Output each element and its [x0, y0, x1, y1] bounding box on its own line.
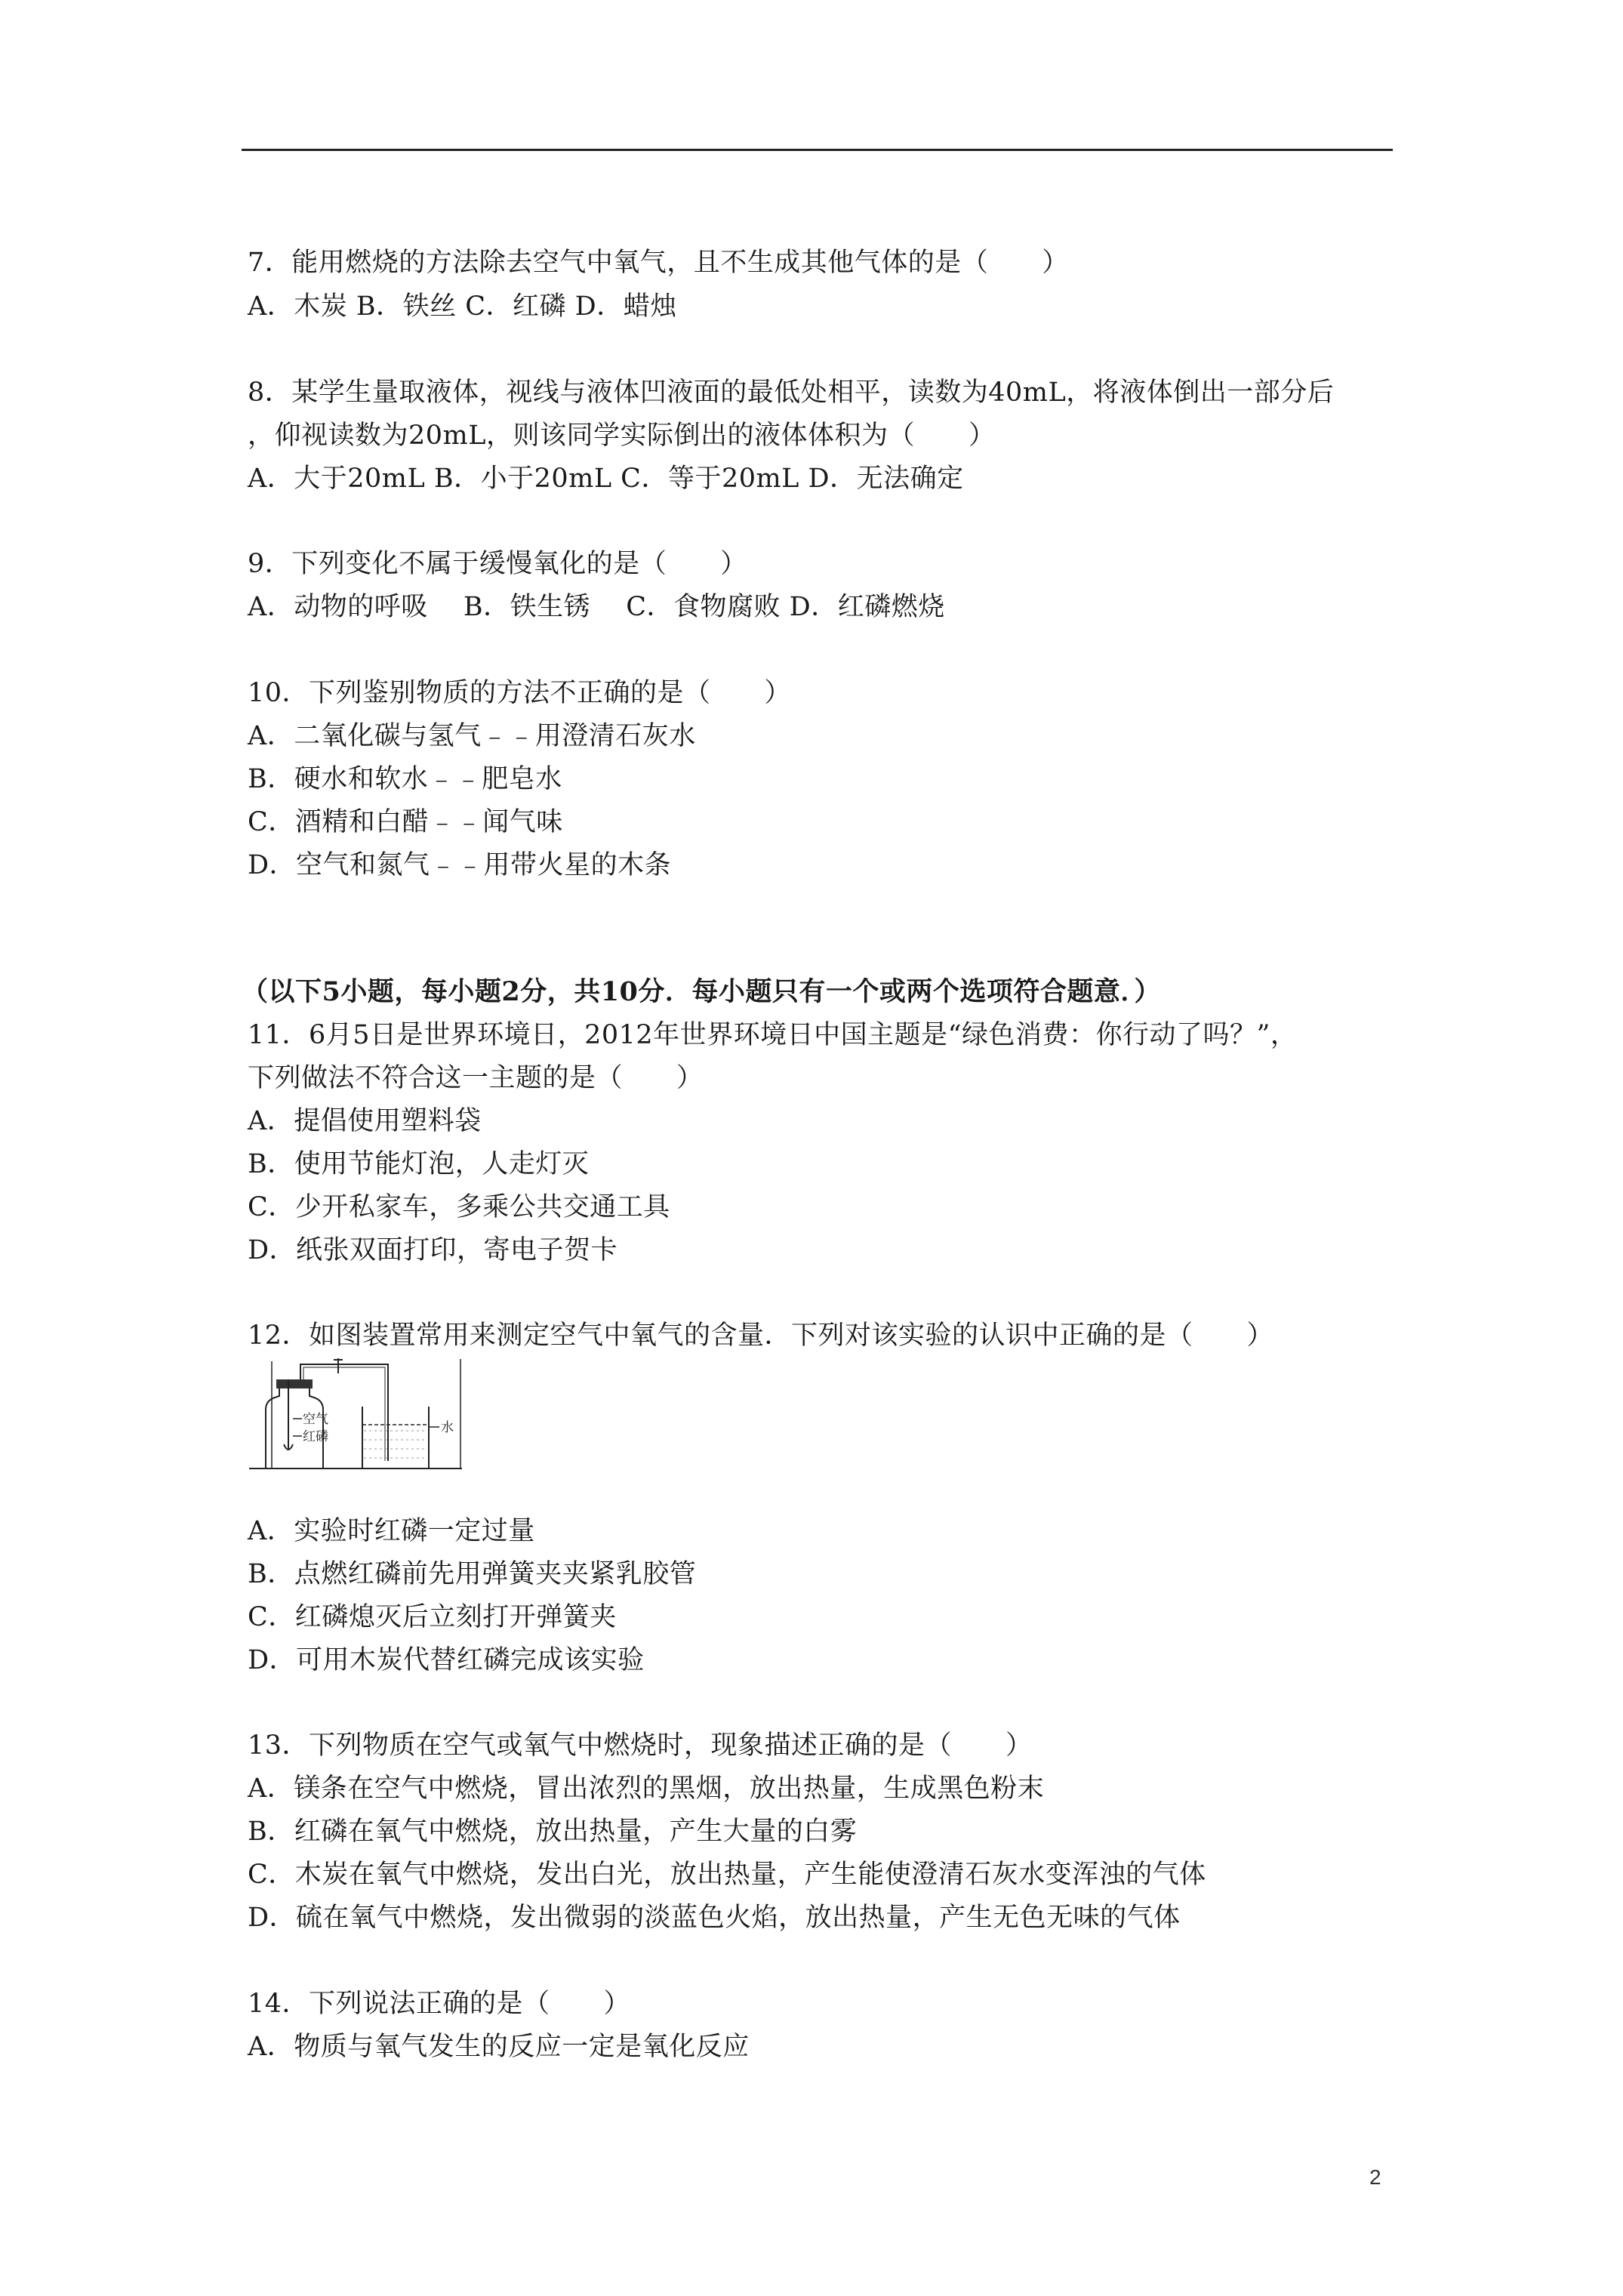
q13-option-a: A．镁条在空气中燃烧，冒出浓烈的黑烟，放出热量，生成黑色粉末 — [248, 1774, 1045, 1804]
q11-option-c: C．少开私家车，多乘公共交通工具 — [248, 1192, 670, 1222]
q10-stem: 10．下列鉴别物质的方法不正确的是（ ） — [248, 678, 792, 708]
bottle — [266, 1387, 323, 1469]
q11-stem-line2: 下列做法不符合这一主题的是（ ） — [248, 1063, 704, 1093]
q10-option-d: D．空气和氮气﹣﹣用带火星的木条 — [248, 850, 672, 880]
q13-option-b: B．红磷在氧气中燃烧，放出热量，产生大量的白雾 — [248, 1817, 858, 1847]
q7-stem: 7．能用燃烧的方法除去空气中氧气，且不生成其他气体的是（ ） — [248, 248, 1069, 278]
q11-option-d: D．纸张双面打印，寄电子贺卡 — [248, 1235, 618, 1265]
q9-stem: 9．下列变化不属于缓慢氧化的是（ ） — [248, 549, 747, 579]
q14-stem: 14．下列说法正确的是（ ） — [248, 1989, 631, 2019]
q10-option-c: C．酒精和白醋﹣﹣闻气味 — [248, 807, 563, 837]
apparatus-diagram — [249, 1355, 462, 1472]
oxygen-content-apparatus-figure — [249, 1355, 462, 1472]
q7-options: A．木炭 B．铁丝 C．红磷 D．蜡烛 — [248, 291, 677, 322]
section-note: （以下5小题，每小题2分，共10分．每小题只有一个或两个选项符合题意．） — [242, 976, 1161, 1007]
q11-option-a: A．提倡使用塑料袋 — [248, 1106, 482, 1136]
page-number: 2 — [1369, 2165, 1381, 2189]
q8-stem-line1: 8．某学生量取液体，视线与液体凹液面的最低处相平，读数为40mL，将液体倒出一部分后 — [248, 378, 1335, 408]
label-air: 空气 — [303, 1412, 328, 1427]
q14-option-a: A．物质与氧气发生的反应一定是氧化反应 — [248, 2032, 750, 2062]
q11-stem-line1: 11．6月5日是世界环境日，2012年世界环境日中国主题是“绿色消费：你行动了吗？”， — [248, 1020, 1298, 1050]
q8-options: A．大于20mL B．小于20mL C．等于20mL D．无法确定 — [248, 464, 964, 494]
q8-stem-line2: ，仰视读数为20mL，则该同学实际倒出的液体体积为（ ） — [248, 421, 996, 451]
stopper — [276, 1379, 313, 1388]
q11-option-b: B．使用节能灯泡，人走灯灭 — [248, 1149, 590, 1179]
q12-stem: 12．如图装置常用来测定空气中氧气的含量．下列对该实验的认识中正确的是（ ） — [248, 1321, 1274, 1351]
beaker — [362, 1407, 429, 1469]
q13-option-d: D．硫在氧气中燃烧，发出微弱的淡蓝色火焰，放出热量，产生无色无味的气体 — [248, 1903, 1181, 1933]
q13-stem: 13．下列物质在空气或氧气中燃烧时，现象描述正确的是（ ） — [248, 1730, 1033, 1761]
label-red-phosphorus: 红磷 — [303, 1429, 328, 1444]
label-water: 水 — [441, 1420, 454, 1435]
q12-option-b: B．点燃红磷前先用弹簧夹夹紧乳胶管 — [248, 1559, 697, 1589]
header-rule — [242, 149, 1393, 151]
q13-option-c: C．木炭在氧气中燃烧，发出白光，放出热量，产生能使澄清石灰水变浑浊的气体 — [248, 1860, 1206, 1890]
q12-option-a: A．实验时红磷一定过量 — [248, 1516, 535, 1546]
q12-option-d: D．可用木炭代替红磷完成该实验 — [248, 1645, 645, 1675]
q10-option-a: A．二氧化碳与氢气﹣﹣用澄清石灰水 — [248, 721, 696, 751]
q12-option-c: C．红磷熄灭后立刻打开弹簧夹 — [248, 1602, 617, 1632]
q9-options: A．动物的呼吸 B．铁生锈 C．食物腐败 D．红磷燃烧 — [248, 592, 945, 622]
q10-option-b: B．硬水和软水﹣﹣肥皂水 — [248, 764, 562, 794]
